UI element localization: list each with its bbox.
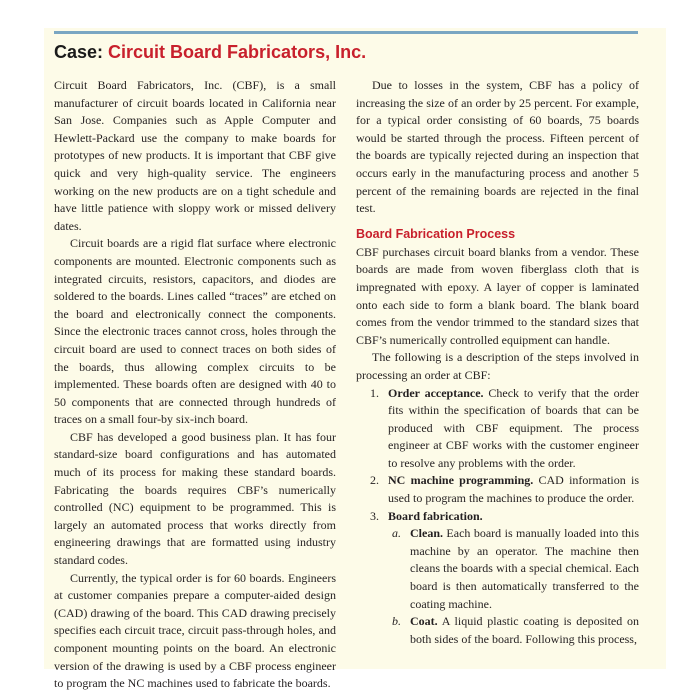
step-number: 2. bbox=[370, 473, 379, 488]
step-number: 1. bbox=[370, 385, 379, 400]
paragraph: Circuit Board Fabricators, Inc. (CBF), is a small manufacturer of circuit boards located in California near San Jose. Companies such as Apple Computer and Hewlett-Packard use the company to make boards for prototypes of new products. It is important that CBF give quick and very high-quality service. The engineers working on the new products are on a tight schedule and have little patience with sloppy work or missed delivery dates. bbox=[54, 78, 336, 233]
substep-letter: a. bbox=[392, 526, 401, 541]
substep-text: A liquid plastic coating is deposited on both sides of the board. Following this process, bbox=[410, 614, 639, 646]
paragraph: Currently, the typical order is for 60 boards. Engineers at customer companies prepare a computer-aided design (CAD) drawing of the board. This CAD drawing precisely specifies each circuit trace, circuit pass-through holes, and component mounting points on the board. An electronic version of the drawing is used by a CBF process engineer to program the NC machines used to fabricate the boards. bbox=[54, 570, 336, 691]
left-column bbox=[54, 77, 336, 693]
list-item bbox=[388, 525, 639, 613]
paragraph: The following is a description of the steps involved in processing an order at CBF: bbox=[356, 350, 639, 382]
substep-letter: b. bbox=[392, 614, 401, 629]
step-text: CAD information is used to program the machines to produce the order. bbox=[388, 473, 639, 506]
case-title bbox=[54, 41, 366, 63]
substep-text: Each board is manually loaded into this machine by an operator. The machine then cleans the boards with a special chemical. Each board is then automatically transferred to the coating machine. bbox=[410, 526, 639, 611]
list-item bbox=[356, 508, 639, 649]
step-number: 3. bbox=[370, 508, 379, 523]
paragraph: Due to losses in the system, CBF has a policy of increasing the size of an order by 25 percent. For example, for a typical order consisting of 60 boards, 75 boards would be started through the process. Fifteen percent of the boards are typically rejected during an inspection that occurs early in the manufacturing process and another 5 percent of the remaining boards are rejected in the final test. bbox=[356, 78, 639, 216]
step-heading: Order acceptance. bbox=[388, 385, 484, 400]
title-rule bbox=[54, 31, 638, 34]
substep-heading: Coat. bbox=[410, 614, 438, 629]
paragraph: Circuit boards are a rigid flat surface where electronic components are mounted. Electronic components such as integrated circuits, resistors, capacitors, and diodes are soldered to the boards. Lines called “traces” are etched on the board and electronically connect the components. Since the electronic traces cannot cross, holes through the circuit board are used to connect traces on both sides of the boards, thus allowing complex circuits to be implemented. These boards often are designed with 40 to 50 components that are connected through hundreds of traces on a small four-by six-inch board. bbox=[54, 236, 336, 427]
list-item bbox=[356, 385, 639, 473]
section-heading: Board Fabrication Process bbox=[356, 226, 516, 241]
substep-heading: Clean. bbox=[410, 526, 443, 541]
step-heading: NC machine programming. bbox=[388, 473, 534, 488]
case-prefix: Case: bbox=[54, 42, 109, 62]
list-item bbox=[388, 613, 639, 648]
substeps-list bbox=[388, 525, 639, 648]
paragraph: CBF purchases circuit board blanks from a vendor. These boards are made from woven fiberglass cloth that is impregnated with epoxy. A layer of copper is laminated onto each side to form a blank board. The blank board comes from the vendor trimmed to the standard sizes that CBF’s numerically controlled equipment can handle. bbox=[356, 244, 639, 347]
right-column bbox=[356, 77, 639, 648]
step-heading: Board fabrication. bbox=[388, 508, 483, 523]
list-item bbox=[356, 472, 639, 507]
case-company-name: Circuit Board Fabricators, Inc. bbox=[108, 42, 367, 62]
paragraph: CBF has developed a good business plan. It has four standard-size board configurations and has automated much of its process for making these standard boards. Fabricating the boards requires CBF’s numerically controlled (NC) equipment to be programmed. This is largely an automated process that works directly from engineering drawings that are formatted using industry standard codes. bbox=[54, 429, 336, 568]
step-text: Check to verify that the order fits within the specification of boards that can be produced with CBF equipment. The process engineer at CBF works with the customer engineer to resolve any problems with the order. bbox=[388, 385, 639, 470]
process-steps-list bbox=[356, 385, 639, 649]
